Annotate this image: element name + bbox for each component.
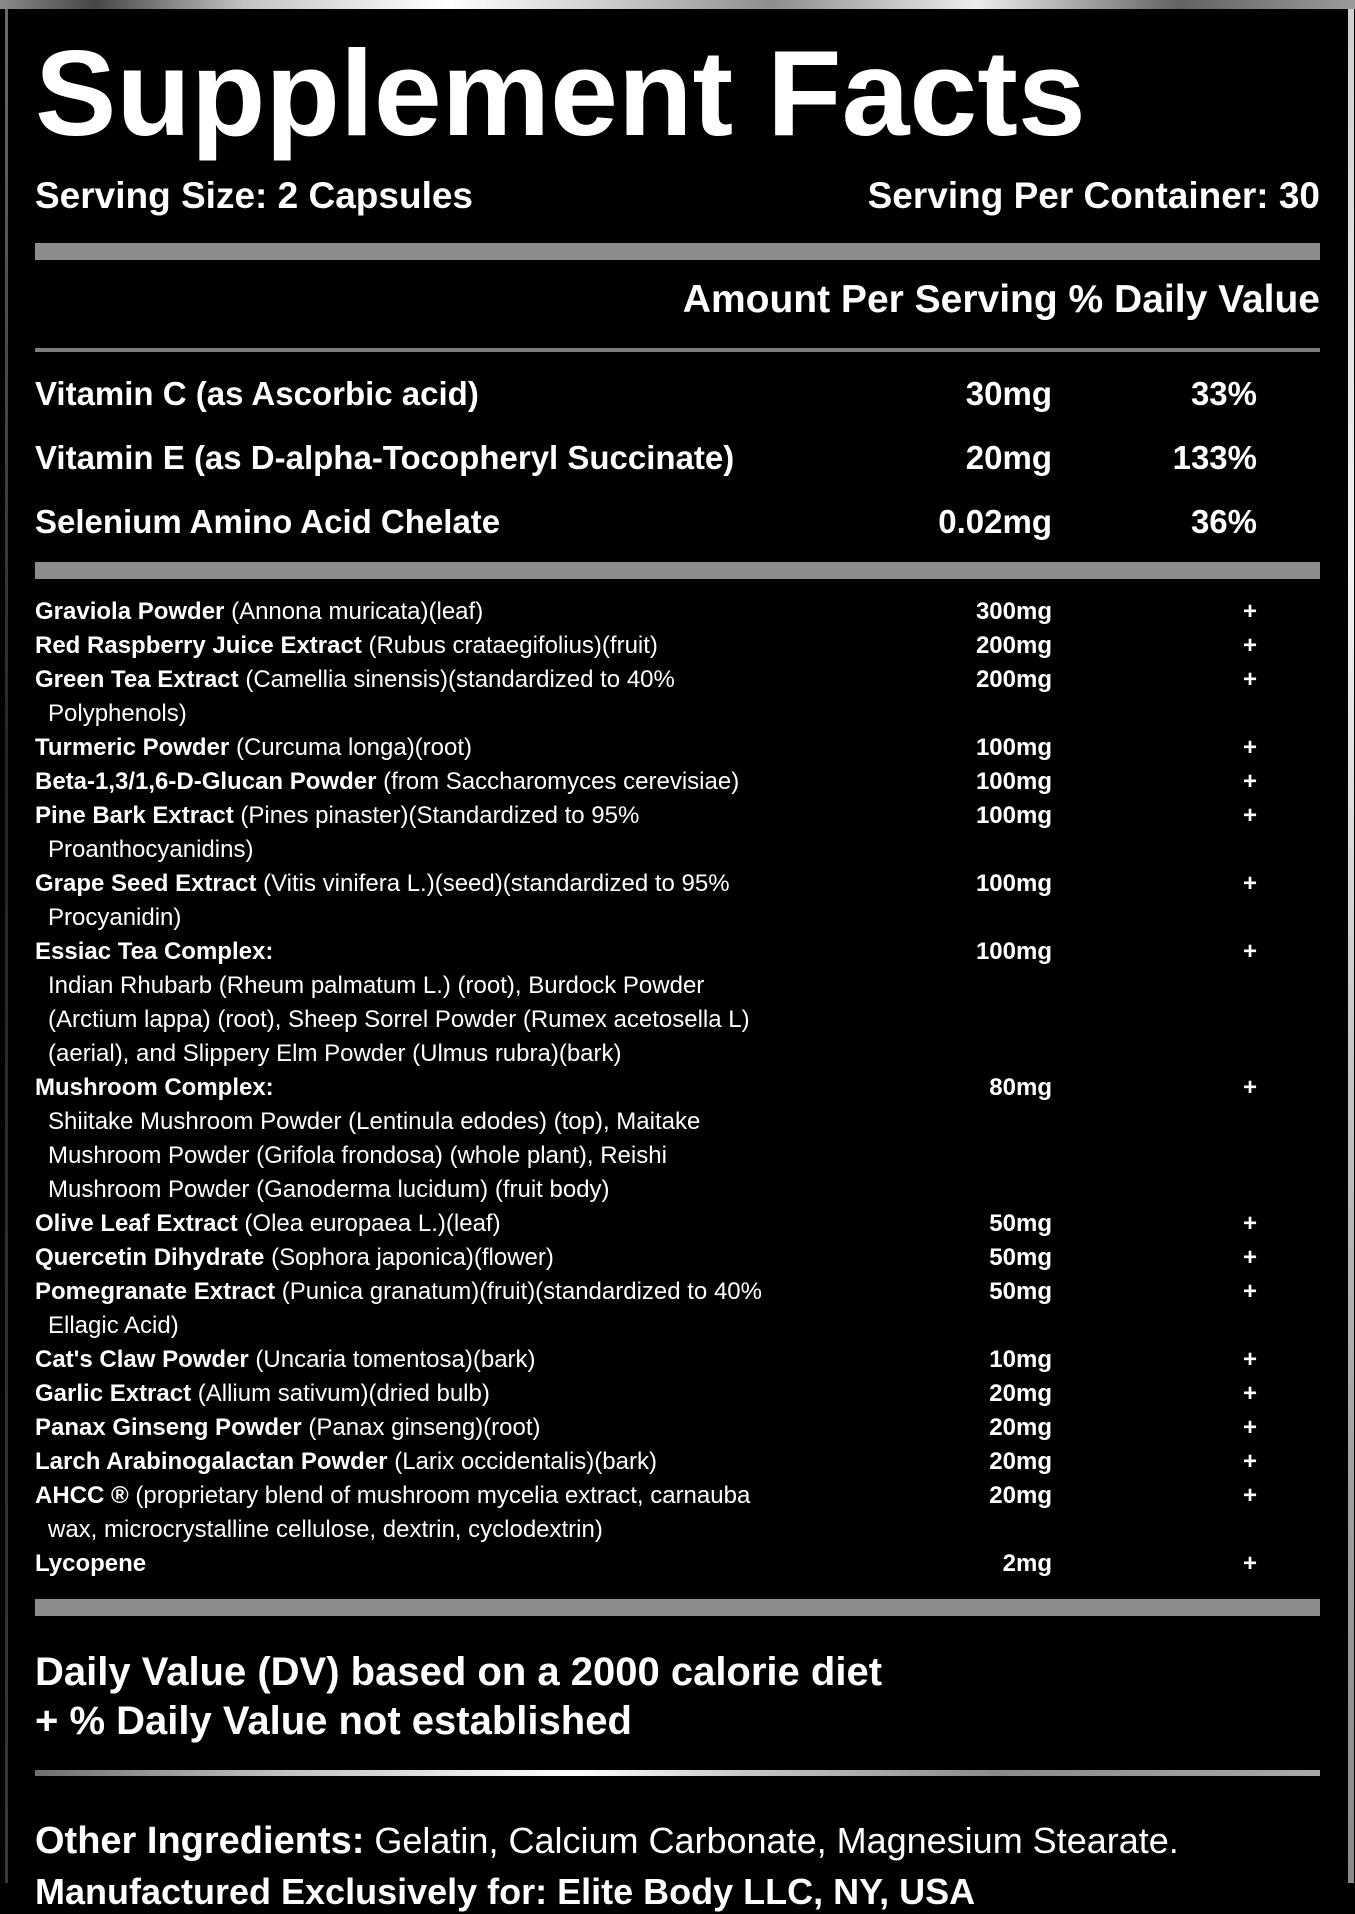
ingredient-name: Graviola Powder — [35, 598, 225, 625]
ingredient-first-line — [35, 1547, 882, 1581]
ingredient-first-line — [35, 1343, 882, 1377]
vitamin-name: Selenium Amino Acid Chelate — [35, 503, 501, 540]
ingredient-row — [35, 799, 1320, 867]
ingredient-name: Green Tea Extract — [35, 666, 239, 693]
vitamin-amount: 20mg — [965, 439, 1052, 476]
ingredient-amount: 50mg — [989, 1278, 1052, 1305]
ingredient-first-line — [35, 1445, 882, 1479]
ingredient-name: Pomegranate Extract — [35, 1278, 276, 1305]
ingredient-first-line — [35, 935, 882, 969]
ingredient-name-cell — [35, 765, 882, 799]
ingredient-name-cell — [35, 799, 882, 867]
label-content — [12, 9, 1345, 1912]
ingredient-dv: + — [1242, 870, 1257, 897]
ingredient-name-cell — [35, 663, 882, 731]
ingredient-dv: + — [1242, 666, 1257, 693]
ingredient-dv: + — [1242, 598, 1257, 625]
ingredient-dv: + — [1242, 802, 1257, 829]
ingredient-first-line — [35, 765, 882, 799]
ingredient-detail: (Olea europaea L.)(leaf) — [237, 1210, 501, 1237]
vitamin-row — [35, 426, 1320, 490]
vitamin-name: Vitamin C (as Ascorbic acid) — [35, 375, 479, 412]
ingredient-detail: (Allium sativum)(dried bulb) — [191, 1380, 490, 1407]
ingredient-row — [35, 1411, 1320, 1445]
thin-rule — [35, 348, 1320, 352]
ingredient-name-cell — [35, 1207, 882, 1241]
ingredient-continuation-line: Proanthocyanidins) — [48, 836, 254, 863]
ingredient-dv: + — [1242, 734, 1257, 761]
column-header: Amount Per Serving % Daily Value — [682, 278, 1320, 321]
ingredient-dv: + — [1242, 768, 1257, 795]
ingredient-first-line — [35, 799, 882, 833]
ingredient-dv: + — [1242, 938, 1257, 965]
ingredient-dv: + — [1242, 1448, 1257, 1475]
ingredient-name-cell — [35, 1343, 882, 1377]
ingredient-dv: + — [1242, 1278, 1257, 1305]
ingredient-dv: + — [1242, 1380, 1257, 1407]
ingredient-amount: 100mg — [975, 802, 1052, 829]
ingredient-row — [35, 1547, 1320, 1581]
vitamin-dv: 33% — [1190, 375, 1257, 412]
ingredient-name-cell — [35, 1071, 882, 1207]
ingredient-detail: (Pines pinaster)(Standardized to 95% — [233, 802, 640, 829]
ingredient-detail: (Vitis vinifera L.)(seed)(standardized to 95% — [256, 870, 730, 897]
serving-row — [35, 173, 1320, 219]
vitamin-amount: 0.02mg — [938, 503, 1052, 540]
ingredient-amount: 100mg — [975, 870, 1052, 897]
ingredient-name-cell — [35, 1411, 882, 1445]
servings-per-container: Serving Per Container: 30 — [867, 175, 1320, 216]
ingredient-detail: (Punica granatum)(fruit)(standardized to 40% — [275, 1278, 762, 1305]
ingredient-amount: 80mg — [989, 1074, 1052, 1101]
ingredient-detail: (Annona muricata)(leaf) — [224, 598, 484, 625]
label-title: Supplement Facts — [35, 25, 1086, 161]
ingredient-amount: 100mg — [975, 768, 1052, 795]
divider-bar-top — [35, 243, 1320, 260]
ingredient-continuation-line: Mushroom Powder (Grifola frondosa) (whole plant), Reishi — [48, 1142, 667, 1169]
ingredient-name-cell — [35, 867, 882, 935]
footnotes — [35, 1648, 1320, 1746]
ingredient-amount: 10mg — [989, 1346, 1052, 1373]
divider-bar-bottom — [35, 1599, 1320, 1616]
ingredient-name: Panax Ginseng Powder — [35, 1414, 302, 1441]
ingredient-amount: 200mg — [975, 666, 1052, 693]
ingredient-name: Grape Seed Extract — [35, 870, 257, 897]
ingredient-amount: 20mg — [989, 1482, 1052, 1509]
ingredient-amount: 20mg — [989, 1414, 1052, 1441]
ingredient-amount: 100mg — [975, 938, 1052, 965]
ingredient-continuation-line: Indian Rhubarb (Rheum palmatum L.) (root), Burdock Powder — [48, 972, 705, 999]
ingredient-row — [35, 1207, 1320, 1241]
ingredient-name: Olive Leaf Extract — [35, 1210, 238, 1237]
ingredient-amount: 50mg — [989, 1244, 1052, 1271]
ingredient-amount: 100mg — [975, 734, 1052, 761]
ingredient-first-line — [35, 1411, 882, 1445]
ingredient-detail: (Camellia sinensis)(standardized to 40% — [238, 666, 675, 693]
ingredient-first-line — [35, 1071, 882, 1105]
footnote-daily-value: Daily Value (DV) based on a 2000 calorie diet — [35, 1650, 883, 1694]
ingredient-continuation-line: Ellagic Acid) — [48, 1312, 179, 1339]
ingredient-dv: + — [1242, 1414, 1257, 1441]
ingredient-row — [35, 1377, 1320, 1411]
ingredient-continuation-line: (aerial), and Slippery Elm Powder (Ulmus rubra)(bark) — [48, 1040, 622, 1067]
ingredient-name-cell — [35, 935, 882, 1071]
ingredient-row — [35, 629, 1320, 663]
ingredient-name: Cat's Claw Powder — [35, 1346, 249, 1373]
ingredient-continuation-line: Mushroom Powder (Ganoderma lucidum) (fruit body) — [48, 1176, 610, 1203]
ingredient-row — [35, 1275, 1320, 1343]
ingredient-first-line — [35, 867, 882, 901]
ingredient-row — [35, 1071, 1320, 1207]
ingredient-name-cell — [35, 1445, 882, 1479]
frame-top-border — [0, 0, 1355, 9]
ingredient-amount: 20mg — [989, 1380, 1052, 1407]
ingredient-amount: 200mg — [975, 632, 1052, 659]
manufactured-line: Manufactured Exclusively for: Elite Body LLC, NY, USA — [35, 1871, 976, 1912]
vitamins-table — [35, 362, 1320, 554]
ingredient-first-line — [35, 663, 882, 697]
ingredient-first-line — [35, 1275, 882, 1309]
serving-size: Serving Size: 2 Capsules — [35, 175, 474, 216]
ingredient-name-cell — [35, 1275, 882, 1343]
ingredient-first-line — [35, 1377, 882, 1411]
divider-bar-middle — [35, 562, 1320, 579]
footnote-plus-not-established: + % Daily Value not established — [35, 1699, 632, 1743]
metallic-rule — [35, 1770, 1320, 1776]
ingredient-name: AHCC ® — [35, 1482, 129, 1509]
ingredient-row — [35, 1479, 1320, 1547]
ingredient-name: Mushroom Complex: — [35, 1074, 274, 1101]
ingredient-row — [35, 1445, 1320, 1479]
ingredient-name-cell — [35, 1479, 882, 1547]
ingredient-row — [35, 731, 1320, 765]
ingredient-first-line — [35, 629, 882, 663]
ingredient-dv: + — [1242, 1074, 1257, 1101]
ingredients-table — [35, 595, 1320, 1581]
ingredient-name: Turmeric Powder — [35, 734, 230, 761]
ingredient-name: Garlic Extract — [35, 1380, 192, 1407]
ingredient-dv: + — [1242, 1482, 1257, 1509]
ingredient-row — [35, 595, 1320, 629]
ingredient-name-cell — [35, 629, 882, 663]
ingredient-name: Larch Arabinogalactan Powder — [35, 1448, 388, 1475]
ingredient-first-line — [35, 731, 882, 765]
ingredient-first-line — [35, 1479, 882, 1513]
ingredient-detail: (Uncaria tomentosa)(bark) — [248, 1346, 536, 1373]
ingredient-row — [35, 935, 1320, 1071]
ingredient-name: Lycopene — [35, 1550, 147, 1577]
ingredient-dv: + — [1242, 632, 1257, 659]
ingredient-detail: (Rubus crataegifolius)(fruit) — [361, 632, 658, 659]
ingredient-amount: 50mg — [989, 1210, 1052, 1237]
ingredient-detail: (Larix occidentalis)(bark) — [387, 1448, 657, 1475]
frame-left-border — [5, 9, 8, 1883]
ingredient-detail: (from Saccharomyces cerevisiae) — [376, 768, 740, 795]
ingredient-dv: + — [1242, 1346, 1257, 1373]
ingredient-detail: (proprietary blend of mushroom mycelia extract, carnauba — [128, 1482, 751, 1509]
ingredient-first-line — [35, 595, 882, 629]
vitamin-dv: 36% — [1190, 503, 1257, 540]
ingredient-continuation-line: Polyphenols) — [48, 700, 187, 727]
ingredient-first-line — [35, 1207, 882, 1241]
ingredient-name-cell — [35, 1241, 882, 1275]
ingredient-continuation-line: (Arctium lappa) (root), Sheep Sorrel Powder (Rumex acetosella L) — [48, 1006, 750, 1033]
ingredient-detail: (Sophora japonica)(flower) — [264, 1244, 554, 1271]
ingredient-row — [35, 765, 1320, 799]
other-ingredients-line — [35, 1818, 1320, 1864]
other-ingredients-text: Gelatin, Calcium Carbonate, Magnesium Stearate. — [364, 1820, 1179, 1861]
ingredient-continuation-line: Procyanidin) — [48, 904, 182, 931]
ingredient-name-cell — [35, 1547, 882, 1581]
ingredient-first-line — [35, 1241, 882, 1275]
ingredient-amount: 20mg — [989, 1448, 1052, 1475]
ingredient-name-cell — [35, 1377, 882, 1411]
vitamin-row — [35, 490, 1320, 554]
other-ingredients-label: Other Ingredients: — [35, 1820, 365, 1862]
ingredient-name: Beta-1,3/1,6-D-Glucan Powder — [35, 768, 377, 795]
frame-right-border — [1348, 9, 1354, 1883]
ingredient-amount: 2mg — [1002, 1550, 1052, 1577]
vitamin-dv: 133% — [1172, 439, 1257, 476]
ingredient-row — [35, 1343, 1320, 1377]
ingredient-row — [35, 867, 1320, 935]
ingredient-name-cell — [35, 595, 882, 629]
ingredient-continuation-line: wax, microcrystalline cellulose, dextrin, cyclodextrin) — [48, 1516, 603, 1543]
ingredient-row — [35, 1241, 1320, 1275]
ingredient-name: Essiac Tea Complex: — [35, 938, 274, 965]
ingredient-dv: + — [1242, 1244, 1257, 1271]
ingredient-name: Pine Bark Extract — [35, 802, 234, 829]
vitamin-amount: 30mg — [965, 375, 1052, 412]
ingredient-name-cell — [35, 731, 882, 765]
ingredient-row — [35, 663, 1320, 731]
vitamin-row — [35, 362, 1320, 426]
ingredient-dv: + — [1242, 1550, 1257, 1577]
ingredient-detail: (Panax ginseng)(root) — [301, 1414, 541, 1441]
ingredient-amount: 300mg — [975, 598, 1052, 625]
vitamin-name: Vitamin E (as D-alpha-Tocopheryl Succinate) — [35, 439, 735, 476]
ingredient-dv: + — [1242, 1210, 1257, 1237]
ingredient-name: Red Raspberry Juice Extract — [35, 632, 362, 659]
ingredient-detail: (Curcuma longa)(root) — [229, 734, 473, 761]
ingredient-name: Quercetin Dihydrate — [35, 1244, 265, 1271]
ingredient-continuation-line: Shiitake Mushroom Powder (Lentinula edodes) (top), Maitake — [48, 1108, 701, 1135]
